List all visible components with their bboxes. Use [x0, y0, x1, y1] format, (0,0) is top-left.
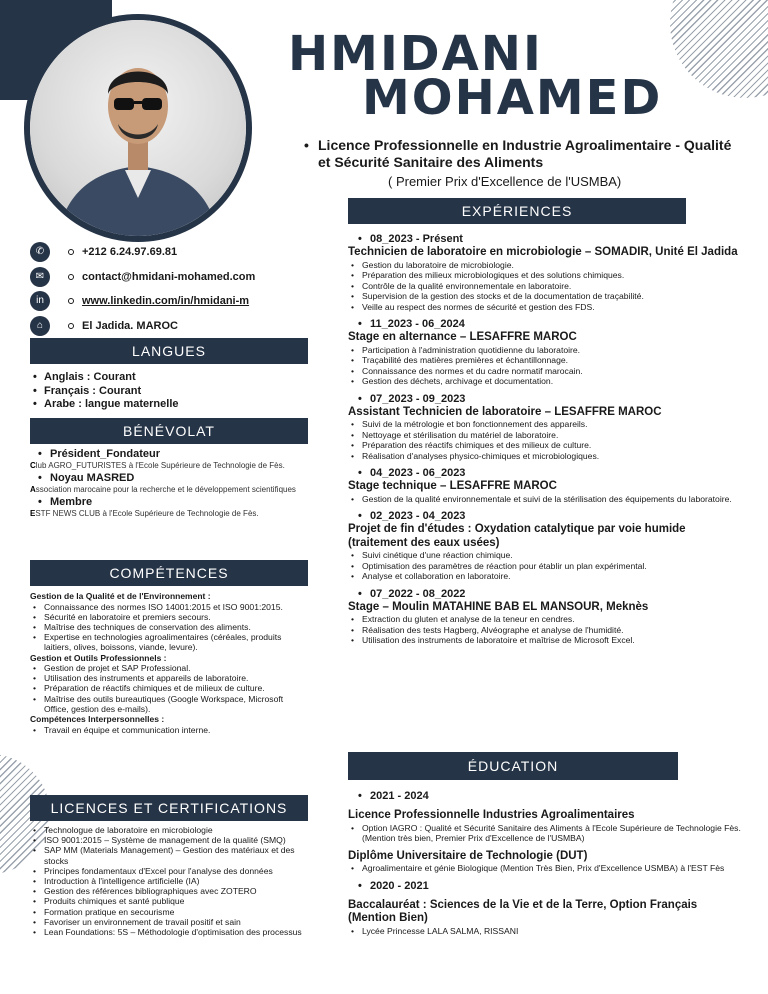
skill-item: • Travail en équipe et communication interne.: [30, 725, 308, 735]
experience-task: • Extraction du gluten et analyse de la teneur en cendres.: [348, 614, 743, 625]
linkedin-icon: in: [30, 291, 50, 311]
section-header-competences: COMPÉTENCES: [30, 560, 308, 586]
experience-task: • Utilisation des instruments de laboratoire et maîtrise de Microsoft Excel.: [348, 635, 743, 646]
skill-item: • Gestion de projet et SAP Professional.: [30, 663, 308, 673]
mail-icon: ✉: [30, 267, 50, 287]
spacer: [348, 936, 743, 942]
volunteer-description: [30, 509, 308, 519]
skill-item: • Préparation de réactifs chimiques et de milieux de culture.: [30, 683, 308, 693]
contact-item: [30, 265, 308, 289]
languages-list: [30, 371, 308, 412]
headline-degree: • Licence Professionnelle en Industrie Agroalimentaire - Qualité et Sécurité Sanitaire des Aliments: [318, 137, 738, 171]
experience-task: • Gestion des déchets, archivage et documentation.: [348, 376, 743, 387]
education-details: [348, 863, 743, 874]
contact-list: [30, 240, 308, 338]
experience-entry: [348, 510, 743, 588]
experience-role: Projet de fin d'études : Oxydation catalytique par voie humide (traitement des eaux usées): [348, 523, 686, 549]
experience-entry: [348, 467, 743, 510]
experience-task: • Préparation des réactifs chimiques et des milieux de culture.: [348, 440, 743, 451]
education-detail: • Lycée Princesse LALA SALMA, RISSANI: [348, 926, 743, 937]
certification-item: • Gestion des références bibliographiques avec ZOTERO: [30, 886, 308, 896]
certifications-list: [30, 825, 308, 937]
section-header-experiences: EXPÉRIENCES: [348, 198, 686, 224]
volunteer-role: • Noyau MASRED: [30, 472, 308, 485]
volunteer-role: • Membre: [30, 496, 308, 509]
candidate-name: [288, 26, 663, 126]
experience-task: • Préparation des milieux microbiologiques et des solutions chimiques.: [348, 270, 743, 281]
volunteering-list: [30, 448, 308, 520]
education-details: [348, 823, 743, 844]
volunteer-description: [30, 461, 308, 471]
education-title: Diplôme Universitaire de Technologie (DUT): [348, 849, 588, 862]
experience-task: • Gestion du laboratoire de microbiologie.: [348, 260, 743, 271]
volunteer-desc-text: STF NEWS CLUB à l'Ecole Supérieure de Technologie de Fès.: [35, 509, 259, 518]
contact-text[interactable]: contact@hmidani-mohamed.com: [82, 270, 256, 283]
certification-item: • ISO 9001:2015 – Système de management de la qualité (SMQ): [30, 835, 308, 845]
experience-task: • Nettoyage et stérilisation du matériel de laboratoire.: [348, 430, 743, 441]
experience-period: • 07_2023 - 09_2023: [348, 393, 743, 406]
bullet-dot: [68, 249, 74, 255]
profile-photo-frame: [24, 14, 252, 242]
education-detail: • Agroalimentaire et génie Biologique (Mention Très Bien, Prix d'Excellence USMBA) à l'EST Fès: [348, 863, 743, 874]
bullet-dot: [68, 323, 74, 329]
education-detail: • Option IAGRO : Qualité et Sécurité Sanitaire des Aliments à l'Ecole Supérieure de Technologie Fès. (Mention très bien, Premier Prix d'Excellence de l'USMBA): [348, 823, 743, 844]
language-item: • Arabe : langue maternelle: [30, 398, 308, 412]
education-list: [348, 790, 743, 942]
skill-item: • Maîtrise des outils bureautiques (Google Workspace, Microsoft Office, gestion des e-mails).: [30, 694, 308, 714]
certification-item: • Principes fondamentaux d'Excel pour l'analyse des données: [30, 866, 308, 876]
experience-period: • 08_2023 - Présent: [348, 233, 743, 246]
volunteer-initial: C: [30, 461, 36, 470]
skill-group-list: [30, 725, 308, 735]
profile-photo: [30, 20, 246, 236]
name-line-2: MOHAMED: [362, 70, 663, 126]
profile-photo-illustration: [30, 20, 246, 236]
education-period: • 2020 - 2021: [348, 880, 743, 893]
certification-item: • Technologue de laboratoire en microbiologie: [30, 825, 308, 835]
contact-item: [30, 314, 308, 338]
experience-entry: [348, 318, 743, 393]
experience-entry: [348, 233, 743, 318]
experience-task: • Suivi de la métrologie et bon fonctionnement des appareils.: [348, 419, 743, 430]
certification-item: • Formation pratique en secourisme: [30, 907, 308, 917]
volunteer-initial: E: [30, 509, 36, 518]
skill-group-heading: Compétences Interpersonnelles :: [30, 714, 165, 725]
experience-task: • Analyse et collaboration en laboratoire.: [348, 571, 743, 582]
bullet-dot: [68, 274, 74, 280]
experience-period: • 11_2023 - 06_2024: [348, 318, 743, 331]
volunteer-role: • Président_Fondateur: [30, 448, 308, 461]
experience-task: • Suivi cinétique d'une réaction chimique.: [348, 550, 743, 561]
section-header-education: ÉDUCATION: [348, 752, 678, 780]
skill-item: • Connaissance des normes ISO 14001:2015 et ISO 9001:2015.: [30, 602, 308, 612]
contact-text[interactable]: www.linkedin.com/in/hmidani-m: [82, 295, 250, 307]
skill-group-list: [30, 663, 308, 714]
experience-entry: [348, 393, 743, 468]
headline-award: ( Premier Prix d'Excellence de l'USMBA): [388, 174, 622, 189]
experience-list: [348, 233, 743, 652]
skill-item: • Maîtrise des techniques de conservation des aliments.: [30, 622, 308, 632]
experience-tasks: [348, 345, 743, 387]
volunteer-initial: A: [30, 485, 36, 494]
experience-role: Assistant Technicien de laboratoire – LESAFFRE MAROC: [348, 405, 662, 418]
experience-role: Technicien de laboratoire en microbiologie – SOMADIR, Unité El Jadida: [348, 246, 738, 258]
contact-text: +212 6.24.97.69.81: [82, 246, 178, 258]
experience-tasks: [348, 419, 743, 461]
experience-task: • Réalisation d'analyses physico-chimiques et microbiologiques.: [348, 451, 743, 462]
experience-tasks: [348, 550, 743, 582]
experience-role: Stage technique – LESAFFRE MAROC: [348, 480, 557, 492]
phone-icon: ✆: [30, 242, 50, 262]
experience-task: • Gestion de la qualité environnementale et suivi de la stérilisation des équipements du laboratoire.: [348, 494, 743, 505]
language-item: • Français : Courant: [30, 385, 308, 399]
certification-item: • Produits chimiques et santé publique: [30, 896, 308, 906]
experience-task: • Optimisation des paramètres de réaction pour établir un plan expérimental.: [348, 561, 743, 572]
name-line-1: HMIDANI: [288, 26, 543, 82]
education-details: [348, 926, 743, 937]
certification-item: • Lean Foundations: 5S – Méthodologie d'optimisation des processus: [30, 927, 308, 937]
experience-task: • Contrôle de la qualité environnementale en laboratoire.: [348, 281, 743, 292]
experience-role: Stage en alternance – LESAFFRE MAROC: [348, 331, 577, 343]
skill-item: • Utilisation des instruments et appareils de laboratoire.: [30, 673, 308, 683]
language-item: • Anglais : Courant: [30, 371, 308, 385]
experience-task: • Connaissance des normes et du cadre normatif marocain.: [348, 366, 743, 377]
experience-role: Stage – Moulin MATAHINE BAB EL MANSOUR, Meknès: [348, 600, 649, 613]
experience-task: • Réalisation des tests Hagberg, Alvéographe et analyse de l'humidité.: [348, 625, 743, 636]
skill-item: • Sécurité en laboratoire et premiers secours.: [30, 612, 308, 622]
contact-item: [30, 289, 308, 313]
section-header-langues: LANGUES: [30, 338, 308, 364]
volunteer-desc-text: lub AGRO_FUTURISTES à l'Ecole Supérieure de Technologie de Fès.: [35, 461, 285, 470]
experience-task: • Supervision de la gestion des stocks et de la documentation de traçabilité.: [348, 291, 743, 302]
home-icon: ⌂: [30, 316, 50, 336]
experience-period: • 02_2023 - 04_2023: [348, 510, 743, 523]
contact-item: [30, 240, 308, 264]
contact-text: El Jadida. MAROC: [82, 319, 178, 332]
experience-task: • Veille au respect des normes de sécurité et gestion des FDS.: [348, 302, 743, 313]
skill-group-list: [30, 602, 308, 653]
spacer: [348, 646, 743, 652]
volunteer-desc-text: ssociation marocaine pour la recherche et le développement scientifiques: [35, 485, 296, 494]
certification-item: • Favoriser un environnement de travail positif et sain: [30, 917, 308, 927]
experience-tasks: [348, 614, 743, 646]
education-title: Baccalauréat : Sciences de la Vie et de la Terre, Option Français (Mention Bien): [348, 898, 698, 924]
section-header-benevolat: BÉNÉVOLAT: [30, 418, 308, 444]
experience-period: • 07_2022 - 08_2022: [348, 588, 743, 601]
experience-period: • 04_2023 - 06_2023: [348, 467, 743, 480]
section-header-licences: LICENCES ET CERTIFICATIONS: [30, 795, 308, 821]
education-title: Licence Professionnelle Industries Agroalimentaires: [348, 809, 635, 821]
certification-item: • SAP MM (Materials Management) – Gestion des matériaux et des stocks: [30, 845, 308, 865]
striped-circle-decoration: [670, 0, 768, 98]
certification-item: • Introduction à l'intelligence artificielle (IA): [30, 876, 308, 886]
skills-list: [30, 591, 308, 735]
education-period: • 2021 - 2024: [348, 790, 743, 803]
experience-tasks: [348, 494, 743, 505]
skill-item: • Expertise en technologies agroalimentaires (céréales, produits laitiers, olives, boissons, viande, levure).: [30, 632, 308, 652]
experience-task: • Traçabilité des matières premières et échantillonnage.: [348, 355, 743, 366]
experience-tasks: [348, 260, 743, 313]
skill-group-heading: Gestion de la Qualité et de l'Environnement :: [30, 591, 211, 601]
bullet-dot: [68, 298, 74, 304]
experience-entry: [348, 588, 743, 652]
skill-group-heading: Gestion et Outils Professionnels :: [30, 652, 167, 663]
volunteer-description: [30, 485, 308, 495]
experience-task: • Participation à l'administration quotidienne du laboratoire.: [348, 345, 743, 356]
